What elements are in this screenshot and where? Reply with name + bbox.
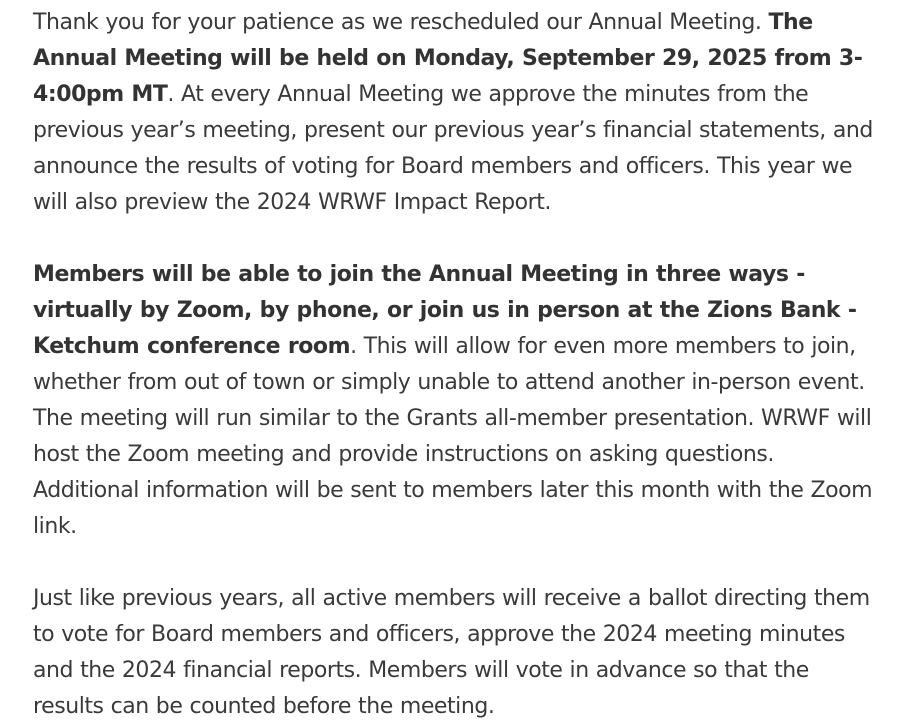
paragraph-text: . At every Annual Meeting we approve the minutes from the previous year’s meeting, present our previous year’s financial statements, and announce the results of voting for Board members and officers. This year we will also preview the 2024 WRWF Impact Report. bbox=[33, 82, 873, 215]
join-options-highlight: Members will be able to join the Annual Meeting in three ways - virtually by Zoom, by phone, or join us in person at the Zions Bank - Ketchum conference room bbox=[33, 262, 857, 359]
meeting-date-highlight: The Annual Meeting will be held on Monday, September 29, 2025 from 3-4:00pm MT bbox=[33, 10, 863, 107]
paragraph-text: . This will allow for even more members to join, whether from out of town or simply unable to attend another in-person event. The meeting will run similar to the Grants all-member presentation. WRWF will host the Zoom meeting and provide instructions on asking questions. Additional information will be sent to members later this month with the Zoom link. bbox=[33, 334, 873, 539]
paragraph-voting: Just like previous years, all active members will receive a ballot directing them to vote for Board members and officers, approve the 2024 meeting minutes and the 2024 financial reports. Members will vote in advance so that the results can be counted before the meeting. bbox=[33, 586, 870, 719]
announcement-body bbox=[33, 5, 878, 725]
paragraph-join-options bbox=[33, 257, 878, 545]
paragraph-meeting-date bbox=[33, 5, 878, 221]
paragraph-text: Thank you for your patience as we rescheduled our Annual Meeting. bbox=[33, 10, 769, 35]
